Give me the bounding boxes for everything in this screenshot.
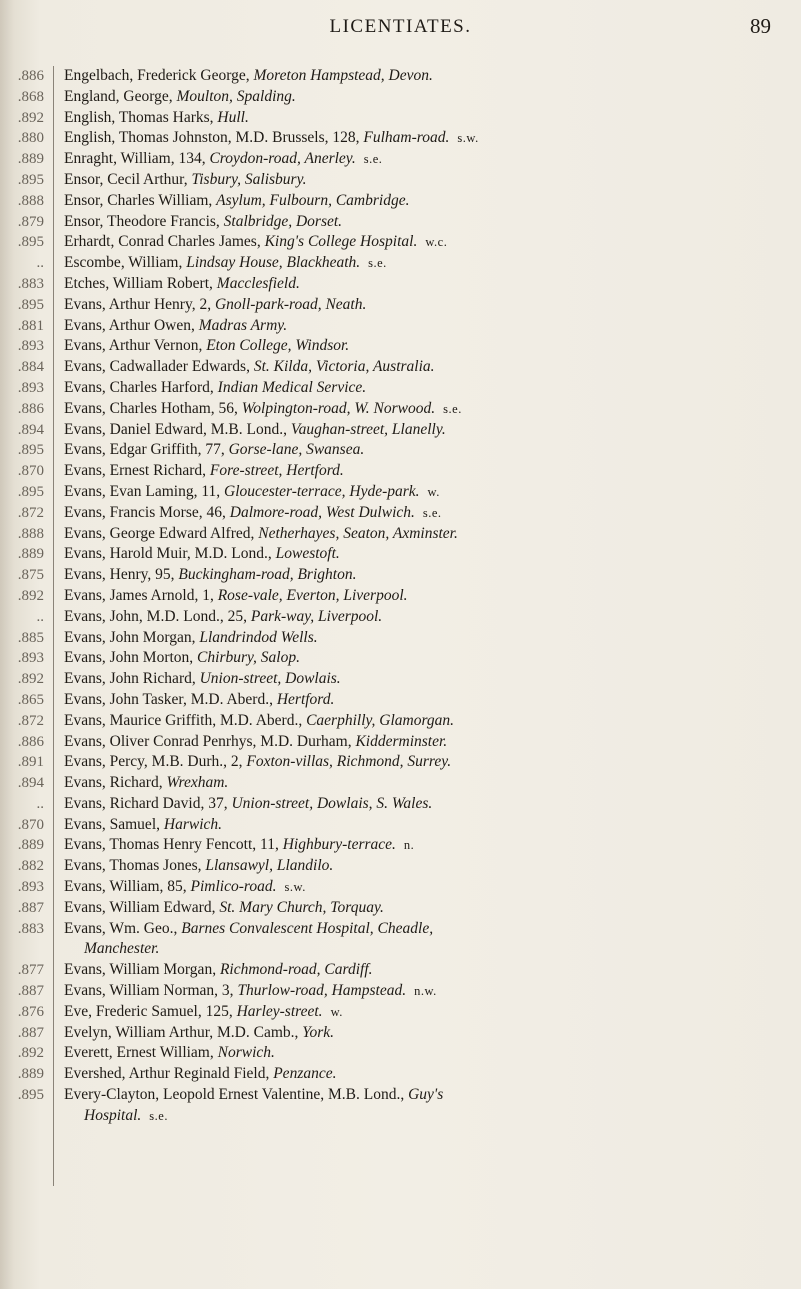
page-number: 89 xyxy=(750,14,771,38)
margin-year: .887 xyxy=(17,983,44,1000)
margin-year: .893 xyxy=(17,879,44,896)
margin-year: .891 xyxy=(17,754,44,771)
margin-year: .886 xyxy=(17,68,44,84)
margin-year: .895 xyxy=(17,296,44,313)
entry-address: Hertford. xyxy=(276,690,335,708)
list-item xyxy=(64,690,776,711)
list-item xyxy=(64,607,776,628)
margin-year: .876 xyxy=(17,1003,44,1020)
list-item xyxy=(64,815,776,836)
entry-name: Erhardt, Conrad Charles James, xyxy=(64,233,265,251)
entry-address: Harwich. xyxy=(163,815,222,833)
list-item xyxy=(64,108,776,129)
list-item xyxy=(64,1043,776,1064)
list-item xyxy=(64,1064,776,1085)
list-item xyxy=(64,149,776,170)
margin-year: .889 xyxy=(17,1066,44,1083)
margin-year: .889 xyxy=(17,546,44,563)
entry-address: Barnes Convalescent Hospital, Cheadle, xyxy=(181,919,434,937)
margin-rule xyxy=(53,66,54,1186)
entry-address: Tisbury, Salisbury. xyxy=(191,170,307,188)
margin-year: .894 xyxy=(17,421,44,438)
margin-year: .895 xyxy=(17,483,44,500)
entry-address: Moreton Hampstead, Devon. xyxy=(253,67,433,84)
margin-year xyxy=(0,1106,50,1127)
entry-address: Penzance. xyxy=(273,1065,337,1083)
entry-name: Evans, Edgar Griffith, 77, xyxy=(64,441,229,459)
margin-year: .883 xyxy=(17,275,44,292)
entry-address: Buckingham-road, Brighton. xyxy=(178,566,357,584)
margin-year: .886 xyxy=(17,733,44,750)
margin-year: .875 xyxy=(17,567,44,584)
entry-name: Evans, Evan Laming, 11, xyxy=(64,482,224,500)
list-item xyxy=(64,960,776,981)
entry-name: Enraght, William, 134, xyxy=(64,150,210,168)
entry-name: Evans, Richard, xyxy=(64,774,167,792)
margin-year: .892 xyxy=(17,1045,44,1062)
margin-year: .872 xyxy=(17,504,44,521)
entry-address: Foxton-villas, Richmond, Surrey. xyxy=(246,753,452,771)
entry-name: Evans, Richard David, 37, xyxy=(64,794,232,812)
entry-name: Evans, Oliver Conrad Penrhys, M.D. Durham, xyxy=(64,732,356,750)
entry-address: Dalmore-road, West Dulwich. xyxy=(229,503,415,521)
entry-district: w. xyxy=(427,484,440,499)
entry-address: Indian Medical Service. xyxy=(217,378,367,396)
list-item xyxy=(64,898,776,919)
entry-address: St. Mary Church, Torquay. xyxy=(219,898,384,916)
entry-name: Evershed, Arthur Reginald Field, xyxy=(64,1065,274,1083)
entry-name: Evans, Charles Hotham, 56, xyxy=(64,399,242,417)
margin-year: .. xyxy=(36,795,44,812)
entry-name: Evans, Henry, 95, xyxy=(64,566,179,584)
margin-year: .895 xyxy=(17,442,44,459)
list-item xyxy=(64,773,776,794)
margin-year: .892 xyxy=(17,587,44,604)
entry-name: Evans, Thomas Jones, xyxy=(64,857,206,875)
entry-address: Lindsay House, Blackheath. xyxy=(186,254,361,272)
list-item xyxy=(64,274,776,295)
entry-address: Gnoll-park-road, Neath. xyxy=(214,295,367,313)
entry-name: Ensor, Cecil Arthur, xyxy=(64,170,192,188)
entry-district: s.w. xyxy=(457,131,479,146)
list-item xyxy=(64,1085,776,1106)
list-item xyxy=(64,544,776,565)
margin-year: .893 xyxy=(17,650,44,667)
margin-year: .872 xyxy=(17,712,44,729)
entry-name: Evans, Arthur Henry, 2, xyxy=(64,295,215,313)
margin-year-column xyxy=(0,66,50,1127)
entry-name: Evans, William, 85, xyxy=(64,878,191,896)
list-item xyxy=(64,856,776,877)
margin-year: .. xyxy=(36,608,44,625)
list-item xyxy=(64,524,776,545)
entry-address: Hull. xyxy=(217,108,249,126)
entry-district: w.c. xyxy=(425,235,448,250)
entry-name: Escombe, William, xyxy=(64,254,187,272)
list-item xyxy=(64,128,776,149)
entry-district: s.e. xyxy=(422,505,442,520)
entry-name: Evans, Charles Harford, xyxy=(64,378,218,396)
margin-year: .895 xyxy=(17,171,44,188)
margin-year: .877 xyxy=(17,962,44,979)
list-item xyxy=(64,66,776,87)
list-item xyxy=(64,253,776,274)
entry-address: Richmond-road, Cardiff. xyxy=(219,961,373,979)
entry-address: Croydon-road, Anerley. xyxy=(209,150,356,168)
list-item xyxy=(64,648,776,669)
margin-year: .879 xyxy=(17,213,44,230)
margin-year: .883 xyxy=(17,920,44,937)
entry-name: Evans, Thomas Henry Fencott, 11, xyxy=(64,836,283,854)
entry-address: Netherhayes, Seaton, Axminster. xyxy=(258,524,458,542)
entry-district: s.e. xyxy=(368,256,387,271)
entry-name: Evans, Wm. Geo., xyxy=(64,919,182,937)
margin-year: .893 xyxy=(17,338,44,355)
entry-address: Rose-vale, Everton, Liverpool. xyxy=(217,586,408,604)
margin-year: .868 xyxy=(17,88,44,105)
margin-year: .885 xyxy=(17,629,44,646)
entry-address: Highbury-terrace. xyxy=(282,836,396,854)
entry-address: Llansawyl, Llandilo. xyxy=(205,857,334,875)
entry-address: Chirbury, Salop. xyxy=(197,649,300,667)
margin-year: .. xyxy=(36,255,44,272)
entry-address: Eton College, Windsor. xyxy=(206,337,350,355)
entry-name: English, Thomas Johnston, M.D. Brussels, 128, xyxy=(64,129,364,147)
margin-year: .889 xyxy=(17,837,44,854)
entry-name: Evans, John Morton, xyxy=(64,649,198,667)
entry-name: Evans, James Arnold, 1, xyxy=(64,586,218,604)
entry-address: Wolpington-road, W. Norwood. xyxy=(241,399,436,417)
list-item xyxy=(64,565,776,586)
entry-address: Union-street, Dowlais, S. Wales. xyxy=(231,794,433,812)
entry-name: Evelyn, William Arthur, M.D. Camb., xyxy=(64,1023,303,1041)
margin-year: .888 xyxy=(17,525,44,542)
entry-address: Union-street, Dowlais. xyxy=(199,670,341,688)
list-item xyxy=(64,357,776,378)
list-item xyxy=(64,981,776,1002)
entry-name: Evans, Samuel, xyxy=(64,815,164,833)
entry-name: Every-Clayton, Leopold Ernest Valentine, M.B. Lond., xyxy=(64,1086,409,1104)
entry-district: n.w. xyxy=(414,984,437,999)
margin-year: .870 xyxy=(17,463,44,480)
list-item xyxy=(64,440,776,461)
entry-address: Llandrindod Wells. xyxy=(199,628,318,646)
entry-address: York. xyxy=(302,1023,335,1041)
entry-address: Lowestoft. xyxy=(275,545,340,563)
entry-name: Engelbach, Frederick George, xyxy=(64,67,254,84)
margin-year: .895 xyxy=(17,1087,44,1104)
list-item xyxy=(64,378,776,399)
list-item xyxy=(64,232,776,253)
entry-address: Thurlow-road, Hampstead. xyxy=(237,982,407,1000)
list-item xyxy=(64,711,776,732)
entry-name: Evans, William Edward, xyxy=(64,898,220,916)
entry-name: Evans, John, M.D. Lond., 25, xyxy=(64,607,251,625)
list-item xyxy=(64,752,776,773)
entry-district: s.e. xyxy=(363,152,383,167)
entry-address: Pimlico-road. xyxy=(190,878,277,896)
margin-year: .887 xyxy=(17,899,44,916)
list-item xyxy=(64,87,776,108)
margin-year: .894 xyxy=(17,775,44,792)
list-item xyxy=(64,212,776,233)
entry-district: n. xyxy=(403,838,415,853)
margin-year: .893 xyxy=(17,379,44,396)
entry-name: Evans, John Morgan, xyxy=(64,628,200,646)
entry-name: Evans, Francis Morse, 46, xyxy=(64,503,230,521)
margin-year: .892 xyxy=(17,109,44,126)
list-item xyxy=(64,835,776,856)
margin-year: .870 xyxy=(17,816,44,833)
entry-name: Evans, Cadwallader Edwards, xyxy=(64,358,254,376)
list-item xyxy=(64,1023,776,1044)
running-title: LICENTIATES. xyxy=(329,16,472,37)
list-item xyxy=(64,732,776,753)
entry-district: w. xyxy=(330,1004,343,1019)
entry-address: Gloucester-terrace, Hyde-park. xyxy=(224,482,420,500)
licentiate-list xyxy=(64,66,776,1127)
margin-year: .865 xyxy=(17,691,44,708)
entry-address: Stalbridge, Dorset. xyxy=(223,212,343,230)
list-item xyxy=(64,1106,776,1127)
entry-name: Ensor, Theodore Francis, xyxy=(64,212,224,230)
list-item xyxy=(64,877,776,898)
entry-address: Caerphilly, Glamorgan. xyxy=(306,711,455,729)
list-item xyxy=(64,503,776,524)
entry-district: s.e. xyxy=(149,1108,168,1123)
list-item xyxy=(64,420,776,441)
entry-address: Macclesfield. xyxy=(216,274,300,292)
margin-year: .888 xyxy=(17,192,44,209)
entry-address: Norwich. xyxy=(217,1044,275,1062)
entry-address: Moulton, Spalding. xyxy=(176,87,296,105)
list-item xyxy=(64,399,776,420)
margin-year: .889 xyxy=(17,151,44,168)
list-item xyxy=(64,316,776,337)
entry-name: Evans, Harold Muir, M.D. Lond., xyxy=(64,545,276,563)
margin-year: .895 xyxy=(17,234,44,251)
entry-name: Eve, Frederic Samuel, 125, xyxy=(64,1002,237,1020)
margin-year: .884 xyxy=(17,359,44,376)
entry-address: St. Kilda, Victoria, Australia. xyxy=(253,358,435,376)
list-item xyxy=(64,586,776,607)
entry-name: Evans, George Edward Alfred, xyxy=(64,524,259,542)
entry-address: Hospital. xyxy=(84,1106,142,1124)
entry-address: Kidderminster. xyxy=(355,732,448,750)
list-item xyxy=(64,669,776,690)
entry-address: Fore-street, Hertford. xyxy=(209,462,344,480)
entry-district: s.e. xyxy=(443,401,462,416)
entry-name: Evans, Daniel Edward, M.B. Lond., xyxy=(64,420,291,438)
entry-name: Evans, Maurice Griffith, M.D. Aberd., xyxy=(64,711,307,729)
list-item xyxy=(64,482,776,503)
list-item xyxy=(64,1002,776,1023)
list-item xyxy=(64,295,776,316)
list-item xyxy=(64,919,776,940)
list-item xyxy=(64,794,776,815)
entry-address: Wrexham. xyxy=(166,774,229,792)
entry-name: Evans, William Morgan, xyxy=(64,961,220,979)
entry-address: Manchester. xyxy=(84,940,160,958)
margin-year: .892 xyxy=(17,671,44,688)
entry-name: Evans, John Tasker, M.D. Aberd., xyxy=(64,690,277,708)
entry-address: King's College Hospital. xyxy=(264,233,418,251)
margin-year: .881 xyxy=(17,317,44,334)
entry-name: Ensor, Charles William, xyxy=(64,191,217,209)
list-item xyxy=(64,191,776,212)
entry-name: Evans, John Richard, xyxy=(64,670,200,688)
margin-year xyxy=(0,939,50,960)
entry-name: English, Thomas Harks, xyxy=(64,108,218,126)
entry-name: Evans, Arthur Owen, xyxy=(64,316,199,334)
entry-address: Madras Army. xyxy=(198,316,288,334)
margin-year: .886 xyxy=(17,400,44,417)
entry-address: Fulham-road. xyxy=(363,129,450,147)
entry-address: Park-way, Liverpool. xyxy=(250,607,383,625)
entry-address: Harley-street. xyxy=(236,1002,323,1020)
entry-address: Asylum, Fulbourn, Cambridge. xyxy=(216,191,410,209)
list-item xyxy=(64,939,776,960)
entry-district: s.w. xyxy=(284,880,306,895)
list-item xyxy=(64,461,776,482)
entry-name: England, George, xyxy=(64,87,177,105)
entry-address: Guy's xyxy=(408,1086,444,1104)
entry-name: Everett, Ernest William, xyxy=(64,1044,218,1062)
entry-name: Etches, William Robert, xyxy=(64,274,217,292)
list-item xyxy=(64,170,776,191)
entry-name: Evans, Ernest Richard, xyxy=(64,462,210,480)
entry-address: Gorse-lane, Swansea. xyxy=(228,441,365,459)
margin-year: .882 xyxy=(17,858,44,875)
list-item xyxy=(64,628,776,649)
margin-year: .880 xyxy=(17,130,44,147)
entry-address: Vaughan-street, Llanelly. xyxy=(290,420,446,438)
entry-name: Evans, William Norman, 3, xyxy=(64,982,238,1000)
entry-name: Evans, Arthur Vernon, xyxy=(64,337,207,355)
page-header xyxy=(0,12,801,42)
list-item xyxy=(64,336,776,357)
margin-year: .887 xyxy=(17,1024,44,1041)
entry-name: Evans, Percy, M.B. Durh., 2, xyxy=(64,753,247,771)
